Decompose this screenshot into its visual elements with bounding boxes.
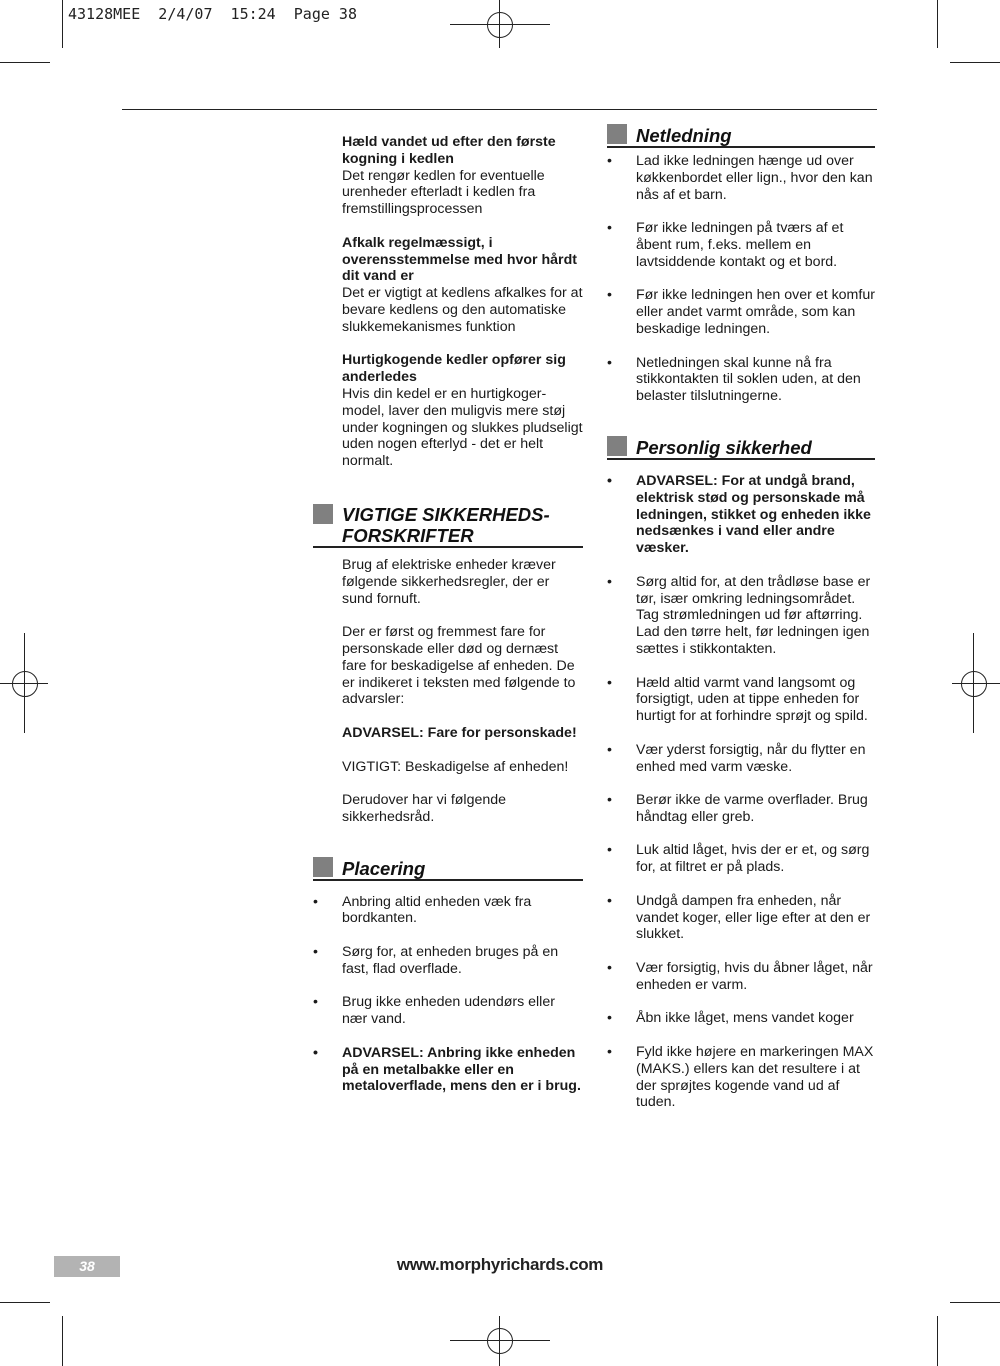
section-heading-netledning [607,124,875,148]
bullet-icon: • [607,472,612,489]
list-item: • Vær yderst forsigtig, når du flytter en enhed med varm væske. [607,741,866,775]
registration-mark-icon [487,1328,513,1354]
bullet-icon: • [313,944,318,961]
website-url: www.morphyrichards.com [396,1255,604,1274]
list-item: • Før ikke ledningen hen over et komfur eller andet varmt område, som kan beskadige ledningen. [607,287,875,337]
list-item: • Lad ikke ledningen hænge ud over køkkenbordet eller lign., hvor den kan nås af et barn. [607,153,873,203]
paragraph-text: Der er først og fremmest fare for personskade eller død og dernæst fare for beskadigelse af enheden. De er indikeret i teksten med følgende to advarsler: [342,624,576,708]
print-slug: 43128MEE 2/4/07 15:24 Page 38 [68,5,357,23]
crop-mark [937,1316,938,1366]
bullet-icon: • [607,674,612,691]
bullet-icon: • [607,287,612,304]
crop-mark [0,1302,50,1303]
page-number: 38 [54,1256,120,1277]
section-marker-icon [607,124,627,144]
bullet-icon: • [607,153,612,169]
list-item: • Anbring altid enheden væk fra bordkanten. [313,893,532,927]
bullet-icon: • [607,220,612,237]
section-heading-safety [313,504,583,548]
list-item: • Hæld altid varmt vand langsomt og forsigtigt, uden at tippe enheden for hurtigt for at forhindre sprøjt og spild. [607,674,868,725]
bullet-icon: • [607,1010,612,1027]
crop-mark [950,1302,1000,1303]
crop-mark [950,62,1000,63]
section-title: Personlig sikkerhed [636,436,812,458]
list-item: • Sørg for, at enheden bruges på en fast, flad overflade. [313,944,559,977]
section-title: VIGTIGE SIKKERHEDS-FORSKRIFTER [342,503,550,546]
warning-text: ADVARSEL: Fare for personskade! [342,724,577,741]
list-item: • Før ikke ledningen på tværs af et åbent rum, f.eks. mellem en lavtsiddende kontakt og et bord. [607,220,844,270]
registration-mark-icon [961,671,987,697]
crop-mark [937,0,938,48]
crop-mark [62,0,63,48]
paragraph-heading: Hurtigkogende kedler opfører sig anderledes [342,352,566,386]
paragraph-text: Det er vigtigt at kedlens afkalkes for at bevare kedlens og den automatiske slukkemekanismes funktion [342,285,583,335]
crop-mark [0,62,50,63]
paragraph-text: Derudover har vi følgende sikkerhedsråd. [342,792,507,825]
bullet-icon: • [607,842,612,859]
bullet-icon: • [607,792,612,809]
registration-mark-icon [12,671,38,697]
bullet-icon: • [607,354,612,371]
section-marker-icon [607,436,627,456]
section-marker-icon [313,504,333,524]
section-heading-placering [313,857,583,881]
bullet-icon: • [313,893,318,910]
list-item: • Åbn ikke låget, mens vandet koger [607,1010,854,1027]
list-item: • ADVARSEL: Anbring ikke enheden på en metalbakke eller en metaloverflade, mens den er i brug. [313,1044,581,1095]
bullet-icon: • [607,892,612,909]
paragraph-text: VIGTIGT: Beskadigelse af enheden! [342,758,569,775]
paragraph-text: Hvis din kedel er en hurtigkoger-model, laver den muligvis mere støj under kogningen og slukkes pludseligt uden nogen efterlyd - det er helt normalt. [342,385,583,470]
list-item: • Berør ikke de varme overflader. Brug håndtag eller greb. [607,792,868,825]
list-item: • Brug ikke enheden udendørs eller nær vand. [313,994,555,1028]
left-column [313,134,583,1095]
section-title: Netledning [636,125,732,146]
crop-mark [62,1316,63,1366]
section-title: Placering [342,857,426,879]
registration-mark-icon [487,12,513,38]
paragraph-heading: Hæld vandet ud efter den første kogning i kedlen [342,134,556,167]
right-column [607,124,875,1111]
bullet-icon: • [313,1044,318,1061]
list-item: • Sørg altid for, at den trådløse base er tør, især omkring ledningsområdet. Tag strømledningen ud før aftørring. Lad den tørre helt, før ledningen igen sættes i stikkontakten. [607,573,871,657]
list-item: • Fyld ikke højere en markeringen MAX (MAKS.) ellers kan det resultere i at der sprøjtes kogende vand ud af tuden. [607,1044,874,1111]
paragraph-heading: Afkalk regelmæssigt, i overensstemmelse med hvor hårdt dit vand er [342,234,577,285]
paragraph-text: Det rengør kedlen for eventuelle urenheder efterladt i kedlen fra fremstillingsprocessen [342,167,545,218]
bullet-icon: • [607,573,612,590]
list-item: • Netledningen skal kunne nå fra stikkontakten til soklen uden, at den belaster tilslutningerne. [607,354,861,405]
header-rule [122,109,877,110]
bullet-icon: • [607,741,612,758]
list-item: • Vær forsigtig, hvis du åbner låget, når enheden er varm. [607,960,873,993]
list-item: • Luk altid låget, hvis der er et, og sørg for, at filtret er på plads. [607,842,870,876]
paragraph-text: Brug af elektriske enheder kræver følgende sikkerhedsregler, der er sund fornuft. [342,556,556,607]
section-marker-icon [313,857,333,877]
bullet-icon: • [607,1044,612,1061]
bullet-icon: • [607,960,612,977]
list-item: • Undgå dampen fra enheden, når vandet koger, eller lige efter at den er slukket. [607,892,871,943]
section-heading-personlig-sikkerhed [607,436,875,460]
list-item: • ADVARSEL: For at undgå brand, elektrisk stød og personskade må ledningen, stikket og enheden ikke nedsænkes i vand eller andre væsker. [607,472,871,557]
bullet-icon: • [313,994,318,1011]
